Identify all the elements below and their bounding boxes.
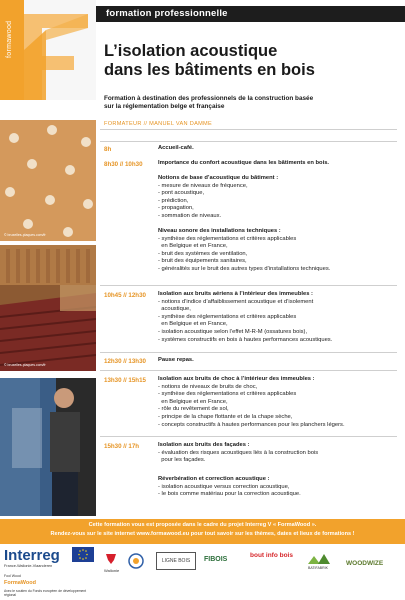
photo-auditorium [0,245,96,371]
entry-line: pour les façades. [158,457,206,464]
footer-line: Cette formation vous est proposée dans le cadre du projet Interreg V « FormaWood ». [88,522,317,528]
entry-line: - bruit des systèmes de ventilation, [158,250,248,257]
title-line: L’isolation acoustique [104,42,278,60]
schedule-entry [158,357,398,365]
project-label: FormaWood [4,580,36,586]
entry-line: - propagation, [158,205,194,212]
header-label: formation professionnelle [106,8,228,19]
divider [100,370,397,371]
entry-title: Importance du confort acoustique dans les bâtiments en bois. [158,160,330,166]
intro-text [104,95,394,111]
entry-line: - le bois comme matériau pour la correction acoustique. [158,491,301,498]
entry-line: - évaluation des risques acoustiques liés à la construction bois [158,449,319,456]
schedule-entry [158,442,398,465]
page-title [104,42,394,80]
entry-line: - pont acoustique, [158,190,205,197]
partner-logo-hout-info-bois [250,552,293,559]
partner-logo-ligne-bois [156,552,196,570]
entry-line: - isolation acoustique selon l’effet M-R-M (ossatures bois), [158,328,308,335]
entry-line: acoustique, [158,306,191,313]
divider [100,141,397,142]
entry-line: - rôle du revêtement de sol, [158,406,229,413]
formawood-vertical-logo: formawood [6,20,13,58]
intro-line: Formation à destination des professionnels de la construction basée [104,95,314,102]
entry-title: Accueil-café. [158,145,194,151]
entry-title: Réverbération et correction acoustique : [158,476,270,482]
partner-logo-batifabrik [308,552,334,570]
footer-line: Rendez-vous sur le site internet www.formawood.eu pour tout savoir sur les thèmes, dates et lieux de formations ! [50,531,355,537]
divider [100,436,397,437]
entry-line: - synthèse des réglementations et critères applicables [158,235,297,242]
entry-line: - sommation de niveaux. [158,212,222,219]
trainer-label: FORMATEUR // MANUEL VAN DAMME [104,121,213,127]
entry-title: Niveau sonore des installations techniques : [158,228,281,234]
header-bar [96,6,405,22]
entry-line: - prédiction, [158,197,189,204]
schedule-entry [158,476,398,499]
entry-line: - synthèse des réglementations et critères applicables [158,313,297,320]
program-label: Fool Wood [4,574,21,578]
formawood-f-logo [24,0,96,100]
partner-logo-wallonie [104,552,119,573]
entry-line: - synthèse des réglementations et critères applicables [158,391,297,398]
partner-name: WOODWIZE [346,560,384,567]
schedule-entry [158,160,398,168]
entry-line: - notions d’indice d’affaiblissement acoustique et d’isolement [158,298,314,305]
divider [100,352,397,353]
divider [100,129,397,130]
partner-logo-fibois [204,556,227,563]
partner-name: LIGNE BOIS [156,552,196,570]
entry-title: Isolation aux bruits des façades : [158,442,250,448]
entry-line: - notions de niveaux de bruits de choc, [158,383,258,390]
interreg-region: France-Wallonie-Vlaanderen [4,564,53,568]
schedule-entry [158,291,398,344]
entry-line: - mesure de niveaux de fréquence, [158,182,248,189]
entry-title: Isolation aux bruits aériens à l’intérieur des immeubles : [158,291,313,297]
entry-line: - bruit des équipements sanitaires, [158,258,247,265]
schedule-time: 8h30 // 10h30 [104,161,143,168]
schedule-entry [158,376,398,429]
entry-line: - généralités sur le bruit des autres types d’installations techniques. [158,265,331,272]
title-line: dans les bâtiments en bois [104,61,315,79]
partner-name: BATIFABRIK [308,566,328,570]
schedule-time: 15h30 // 17h [104,443,140,450]
partner-name: bout info bois [250,552,293,559]
partner-logo-woodwize [346,560,383,567]
entry-title: Notions de base d’acoustique du bâtiment : [158,175,279,181]
schedule-time: 8h [104,146,112,153]
schedule-time: 10h45 // 12h30 [104,292,146,299]
photo-perforated-wood [0,120,96,241]
schedule-time: 12h30 // 13h30 [104,358,146,365]
entry-line: - concepts constructifs à hautes performances pour les planchers légers. [158,421,345,428]
schedule-entry [158,145,398,153]
entry-line: en Belgique et en France, [158,398,228,405]
partner-name: FIBOIS [204,556,228,563]
divider [100,285,397,286]
entry-title: Isolation aux bruits de choc à l’intérieur des immeubles : [158,376,315,382]
intro-line: sur la réglementation belge et française [104,103,225,110]
eu-flag-icon [72,547,94,562]
support-text: Avec le soutien du Fonds européen de développement régional [4,589,87,597]
schedule-entry [158,175,398,221]
entry-title: Pause repas. [158,357,194,363]
entry-line: - isolation acoustique versus correction acoustique, [158,483,290,490]
entry-line: en Belgique et en France, [158,243,228,250]
entry-line: - systèmes constructifs en bois à hautes performances acoustiques. [158,336,333,343]
photo-credit: © bruxelles-plaques.com/fr [4,363,46,367]
partner-logo-wallonie-bruxelles [128,553,144,571]
entry-line: en Belgique et en France, [158,321,228,328]
schedule-time: 13h30 // 15h15 [104,377,146,384]
interreg-name: Interreg [4,547,60,564]
schedule-entry [158,228,398,274]
partner-name: Wallonie [104,568,120,573]
photo-credit: © bruxelles-plaques.com/fr [4,233,46,237]
photo-insulation-worker [0,378,96,516]
entry-line: - principe de la chape flottante et de la chape sèche, [158,413,293,420]
